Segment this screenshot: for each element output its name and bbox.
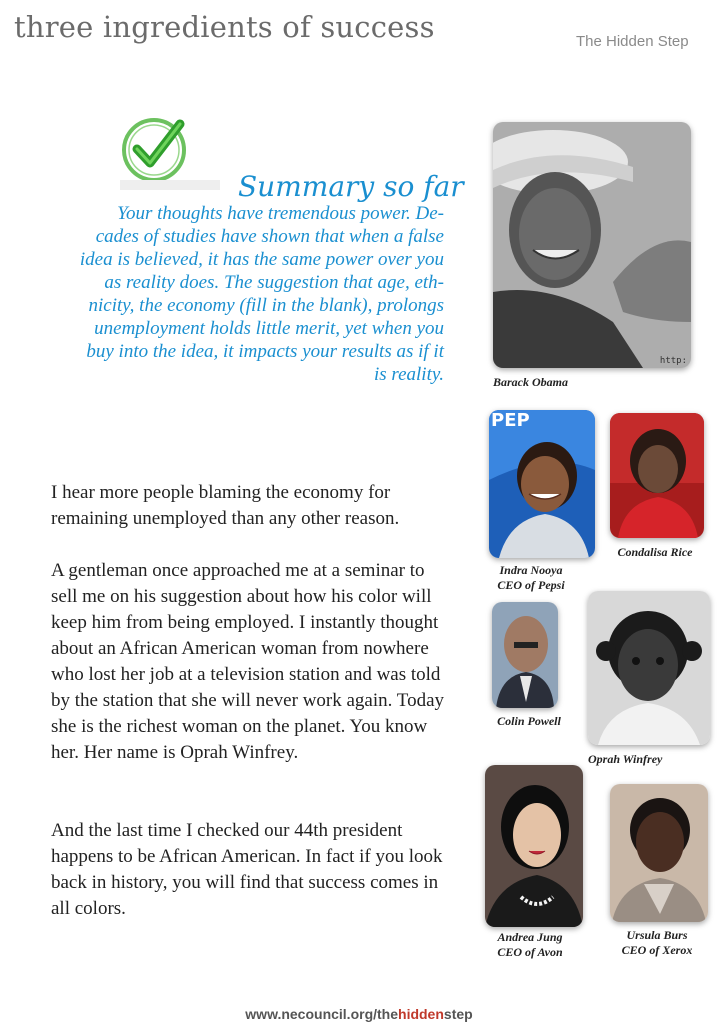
photo-watermark: http: (659, 356, 687, 366)
caption-condalisa-rice: Condalisa Rice (617, 545, 693, 559)
caption-oprah-winfrey: Oprah Winfrey (588, 752, 663, 766)
caption-ursula-burns (608, 928, 706, 958)
page-title: three ingredients of success (14, 10, 435, 44)
caption-name: Indra Nooya (499, 563, 563, 577)
caption-title: CEO of Xerox (621, 943, 693, 957)
caption-colin-powell: Colin Powell (497, 714, 561, 728)
summary-body: Your thoughts have tremendous power. De- cades of studies have shown that when a false idea is believed, it has the same power over you as reality does. The suggestion that age, eth- nicity, the economy (fill in the blank), prolongs unemployment holds little merit, yet when you buy into the idea, it impacts your results as if it is reality. (79, 203, 444, 385)
caption-andrea-jung (483, 930, 577, 960)
photo-condalisa-rice (610, 413, 704, 538)
caption-barack-obama: Barack Obama (493, 375, 568, 389)
caption-title: CEO of Avon (497, 945, 563, 959)
body-paragraph-2: A gentleman once approached me at a seminar to sell me on his suggestion about how his color will keep him from being employed. I instantly thought about an African American woman from nowhere who lost her job at a television station and was told by the station that she will never work again. Today she is the richest woman on the planet. You know her. Her name is Oprah Winfrey. (51, 560, 445, 763)
pepsi-logo-text: PEP (491, 410, 530, 431)
caption-indra-nooyi (476, 563, 586, 593)
photo-oprah-winfrey (588, 591, 710, 745)
summary-heading: Summary so far (238, 170, 464, 203)
photo-ursula-burns (610, 784, 708, 922)
footer-url-suffix: step (443, 1006, 473, 1022)
caption-name: Ursula Burs (626, 928, 688, 942)
brand-label: The Hidden Step (576, 33, 689, 50)
footer-url-prefix: www.necouncil.org/the (245, 1006, 399, 1022)
photo-colin-powell (492, 602, 558, 708)
caption-title: CEO of Pepsi (497, 578, 565, 592)
caption-name: Andrea Jung (497, 930, 563, 944)
checkmark-icon (110, 100, 230, 194)
photo-andrea-jung (485, 765, 583, 927)
footer-url-highlight: hidden (398, 1006, 444, 1022)
footer-url[interactable] (0, 1006, 718, 1022)
photo-indra-nooyi (489, 410, 595, 558)
body-paragraph-1: I hear more people blaming the economy for remaining unemployed than any other reason. (51, 482, 400, 529)
photo-barack-obama (493, 122, 691, 368)
body-paragraph-3: And the last time I checked our 44th president happens to be African American. In fact if you look back in history, you will find that success comes in all colors. (51, 820, 443, 919)
